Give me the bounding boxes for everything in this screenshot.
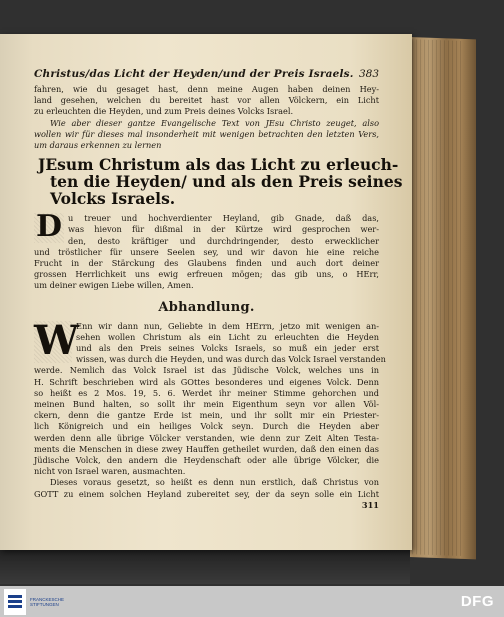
scanned-page bbox=[0, 34, 412, 550]
catchword-signature: 311 bbox=[361, 499, 379, 510]
text-line: fahren, wie du gesaget hast, denn meine Augen haben deinen Hey- bbox=[34, 84, 379, 94]
title-line: JEsum Christum als das Licht zu erleuch- bbox=[38, 155, 399, 175]
text-line: nicht von Israel waren, ausmachten. bbox=[34, 466, 186, 477]
library-logo[interactable] bbox=[0, 589, 72, 615]
text-line: um deiner ewigen Liebe willen, Amen. bbox=[34, 280, 194, 291]
text-line: ments die Menschen in diese zwey Hauffen getheilet wurden, daß den einen das bbox=[34, 443, 379, 454]
dfg-logo[interactable]: DFG bbox=[460, 593, 494, 610]
book-page-edges bbox=[404, 39, 464, 556]
text-line: werde. Nemlich das Volck Israel ist das Jüdische Volck, welches uns in bbox=[34, 365, 379, 376]
treatise-paragraph bbox=[34, 316, 386, 511]
lead-paragraph bbox=[34, 118, 379, 152]
library-emblem-icon bbox=[4, 589, 26, 615]
text-line: werden denn alle übrige Völcker verstanden, wie denn zur Zeit Alten Testa- bbox=[34, 432, 379, 443]
running-header-title: Christus/das Licht der Heyden/und der Preis Israels. bbox=[34, 68, 354, 80]
text-line: lich Königreich und ein heiliges Volck seyn. Durch die Heyden aber bbox=[34, 421, 379, 432]
prayer-paragraph bbox=[34, 209, 379, 291]
title-line: Volcks Israels. bbox=[50, 189, 176, 209]
text-line: ckern, denn die gantze Erde ist mein, und ihr sollt mir ein Priester- bbox=[34, 410, 379, 421]
page-number: 383 bbox=[358, 68, 379, 80]
text-line: wissen, was durch die Heyden, und was durch das Volck Israel verstanden bbox=[76, 354, 386, 365]
text-line: H. Schrift beschrieben wird als GOttes besonderes und eigenes Volck. Denn bbox=[34, 376, 379, 387]
title-line: ten die Heyden/ und als den Preis seines bbox=[50, 172, 403, 192]
text-line: zu erleuchten die Heyden, und zum Preis deines Volcks Israel. bbox=[34, 106, 294, 117]
drop-cap: D bbox=[35, 209, 62, 245]
page-content bbox=[34, 68, 403, 511]
text-line: meinen Bund halten, so sollt ihr mein Eigenthum seyn vor allen Völ- bbox=[34, 399, 379, 410]
text-line: Jüdische Volck, den andern die Heydenschaft oder alle übrige Völcker, die bbox=[34, 455, 379, 466]
text-line: wollen wir für dieses mal insonderheit mit wenigen betrachten den letzten Vers, bbox=[34, 128, 379, 139]
text-line: land gesehen, welchen du bereitet hast vor allen Völckern, ein Licht bbox=[34, 95, 379, 106]
library-name: FRANCKESCHE STIFTUNGEN bbox=[30, 596, 65, 607]
text-line: Enn wir dann nun, Geliebte in dem HErrn, jetzo mit wenigen an- bbox=[76, 320, 379, 331]
text-line: GOTT zu einem solchen Heyland zubereitet sey, der da seyn solle ein Licht bbox=[34, 488, 379, 499]
text-line: den, desto kräftiger und durchdringender, desto erwecklicher bbox=[68, 235, 379, 246]
text-line: und tröstlicher für unsere Seelen sey, und wir davon hie eine reiche bbox=[34, 246, 379, 257]
text-line: Frucht in der Stärckung des Glaubens finden und auch dort deiner bbox=[34, 258, 379, 269]
text-line: grossen Herrlichkeit uns ewig erfreuen mögen; das gib uns, o HErr, bbox=[34, 269, 379, 280]
viewer-footer bbox=[0, 586, 504, 617]
drop-cap: W bbox=[34, 316, 79, 364]
text-line: Wie aber dieser gantze Evangelische Text von JEsu Christo zeuget, also bbox=[50, 117, 379, 128]
text-line: und als den Preis seines Volcks Israels, so muß ein jeder erst bbox=[76, 343, 379, 354]
text-line: u treuer und hochverdienter Heyland, gib Gnade, daß das, bbox=[68, 213, 379, 224]
text-line: um daraus erkennen zu lernen bbox=[34, 140, 162, 151]
section-heading: Abhandlung. bbox=[158, 299, 255, 315]
text-line: so heißt es 2 Mos. 19, 5. 6. Werdet ihr meiner Stimme gehorchen und bbox=[34, 387, 379, 398]
intro-paragraph bbox=[34, 84, 379, 118]
book-cover bbox=[0, 544, 410, 584]
running-header bbox=[34, 68, 379, 80]
sermon-title bbox=[38, 155, 403, 209]
text-line: sehen wollen Christum als ein Licht zu erleuchten die Heyden bbox=[76, 331, 379, 342]
text-line: Dieses voraus gesetzt, so heißt es denn nun erstlich, daß Christus von bbox=[50, 477, 379, 488]
text-line: was hievon für dißmal in der Kürtze wird gesprochen wer- bbox=[68, 224, 379, 235]
